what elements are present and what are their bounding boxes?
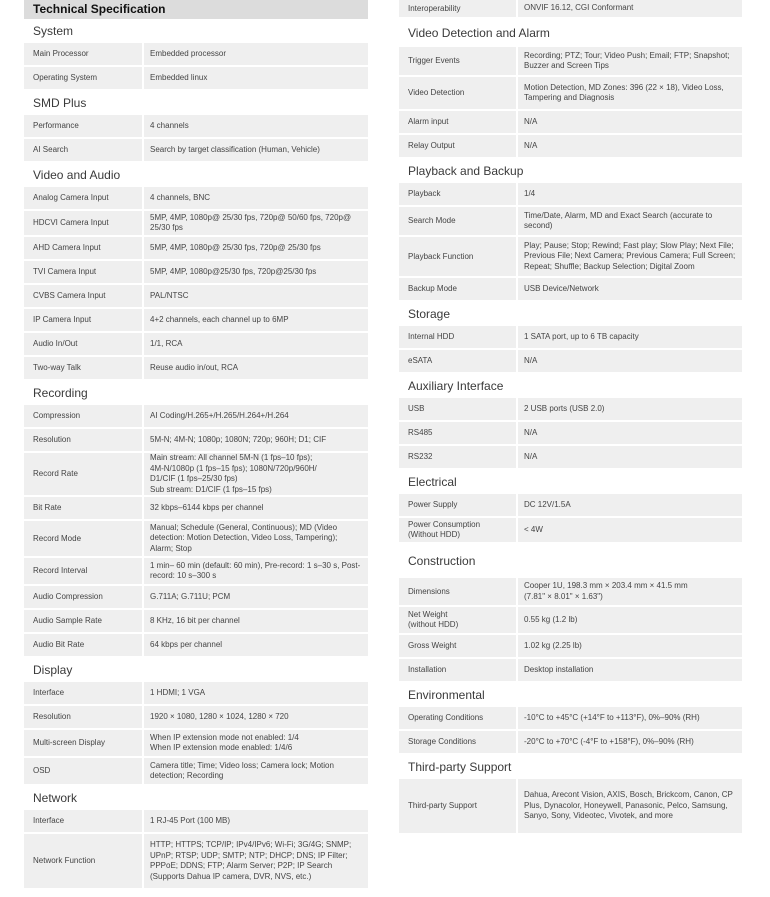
spec-value: AI Coding/H.265+/H.265/H.264+/H.264 — [150, 410, 289, 420]
spec-row-gross-weight — [399, 635, 742, 659]
spec-row-backup-mode — [399, 278, 742, 302]
section-heading-display: Display — [33, 663, 73, 677]
spec-label: Interface — [24, 810, 144, 832]
spec-value: Search by target classification (Human, Vehicle) — [150, 144, 320, 154]
spec-label: IP Camera Input — [24, 309, 144, 331]
spec-label: Audio In/Out — [24, 333, 144, 355]
spec-row-rs232 — [399, 446, 742, 470]
spec-label: Bit Rate — [24, 497, 144, 519]
spec-row-interoperability — [399, 0, 742, 19]
spec-row-internal-hdd — [399, 326, 742, 350]
spec-row-audio-sample-rate — [24, 610, 368, 634]
spec-label: Dimensions — [399, 578, 518, 605]
spec-value: -20°C to +70°C (-4°F to +158°F), 0%–90% (RH) — [524, 736, 694, 746]
spec-row-playback — [399, 183, 742, 207]
spec-value: 1/4 — [524, 188, 536, 198]
spec-row-two-way-talk — [24, 357, 368, 381]
spec-label: Two-way Talk — [24, 357, 144, 379]
spec-value: N/A — [524, 355, 538, 365]
spec-value: 32 kbps–6144 kbps per channel — [150, 502, 264, 512]
spec-value: 5MP, 4MP, 1080p@ 25/30 fps, 720p@ 50/60 fps, 720p@ 25/30 fps — [150, 212, 352, 232]
spec-label: AHD Camera Input — [24, 237, 144, 259]
spec-row-hdcvi-camera-input — [24, 211, 368, 237]
spec-value: 1 RJ-45 Port (100 MB) — [150, 815, 231, 825]
section-heading-storage: Storage — [408, 307, 451, 321]
spec-value: Play; Pause; Stop; Rewind; Fast play; Slow Play; Next File; Previous File; Next Camera; Previous Camera; Full Screen; Repeat; Shuffle; Backup Selection; Digital Zoom — [524, 240, 736, 271]
spec-label: Main Processor — [24, 43, 144, 65]
spec-row-ahd-camera-input — [24, 237, 368, 261]
spec-value: When IP extension mode not enabled: 1/4 When IP extension mode enabled: 1/4/6 — [150, 732, 299, 752]
spec-row-ai-search — [24, 139, 368, 163]
spec-label: Relay Output — [399, 135, 518, 157]
section-heading-third-party-support: Third-party Support — [408, 760, 512, 774]
spec-label: CVBS Camera Input — [24, 285, 144, 307]
spec-row-relay-output — [399, 135, 742, 159]
spec-value: N/A — [524, 140, 538, 150]
spec-label: Performance — [24, 115, 144, 137]
spec-label: Video Detection — [399, 77, 518, 109]
section-heading-playback-and-backup: Playback and Backup — [408, 164, 524, 178]
spec-value: 64 kbps per channel — [150, 639, 223, 649]
spec-label: USB — [399, 398, 518, 420]
spec-label: Operating System — [24, 67, 144, 89]
spec-value: 2 USB ports (USB 2.0) — [524, 403, 605, 413]
spec-value: 1920 × 1080, 1280 × 1024, 1280 × 720 — [150, 711, 289, 721]
spec-label: Search Mode — [399, 207, 518, 235]
spec-value: 1 HDMI; 1 VGA — [150, 687, 206, 697]
spec-row-interface — [24, 810, 368, 834]
spec-label: Audio Compression — [24, 586, 144, 608]
spec-row-storage-conditions — [399, 731, 742, 755]
spec-value: Time/Date, Alarm, MD and Exact Search (accurate to second) — [524, 210, 713, 230]
spec-label: Internal HDD — [399, 326, 518, 348]
spec-label: Interoperability — [399, 0, 518, 17]
section-heading-video-detection-and-alarm: Video Detection and Alarm — [408, 26, 550, 40]
spec-value: 4+2 channels, each channel up to 6MP — [150, 314, 289, 324]
section-heading-video-and-audio: Video and Audio — [33, 168, 121, 182]
spec-row-search-mode — [399, 207, 742, 237]
spec-label: Operating Conditions — [399, 707, 518, 729]
spec-row-record-interval — [24, 558, 368, 586]
spec-label: Third-party Support — [399, 779, 518, 833]
spec-value: 0.55 kg (1.2 lb) — [524, 614, 578, 624]
spec-label: RS485 — [399, 422, 518, 444]
spec-value: Desktop installation — [524, 664, 594, 674]
spec-value: < 4W — [524, 524, 543, 534]
spec-value: Main stream: All channel 5M-N (1 fps–10 fps); 4M-N/1080p (1 fps–15 fps); 1080N/720p/960H/ D1/CIF (1 fps–25/30 fps) Sub stream: D1/CIF (1 fps–15 fps) — [150, 453, 317, 494]
spec-row-trigger-events — [399, 47, 742, 77]
spec-value: PAL/NTSC — [150, 290, 189, 300]
spec-row-operating-conditions — [399, 707, 742, 731]
spec-label: Net Weight (without HDD) — [399, 607, 518, 633]
spec-value: 8 KHz, 16 bit per channel — [150, 615, 240, 625]
section-heading-construction: Construction — [408, 554, 476, 568]
spec-row-ip-camera-input — [24, 309, 368, 333]
spec-value: 1/1, RCA — [150, 338, 183, 348]
spec-row-usb — [399, 398, 742, 422]
spec-value: HTTP; HTTPS; TCP/IP; IPv4/IPv6; Wi-Fi; 3G/4G; SNMP; UPnP; RTSP; UDP; SMTP; NTP; DHCP; DNS; IP Filter; PPPoE; DDNS; FTP; Alarm Server; P2P; IP Search (Supports Dahua IP camera, DVR, NVS, etc.) — [150, 840, 352, 881]
spec-value: 1 SATA port, up to 6 TB capacity — [524, 331, 639, 341]
spec-value: 5MP, 4MP, 1080p@25/30 fps, 720p@25/30 fps — [150, 266, 317, 276]
spec-title: Technical Specification — [24, 0, 368, 19]
spec-label: Backup Mode — [399, 278, 518, 300]
spec-row-audio-in-out — [24, 333, 368, 357]
spec-label: Resolution — [24, 706, 144, 728]
spec-row-alarm-input — [399, 111, 742, 135]
spec-label: Record Rate — [24, 453, 144, 495]
section-heading-network: Network — [33, 791, 78, 805]
spec-row-cvbs-camera-input — [24, 285, 368, 309]
spec-value: Camera title; Time; Video loss; Camera lock; Motion detection; Recording — [150, 760, 334, 780]
section-heading-smd-plus: SMD Plus — [33, 96, 87, 110]
spec-label: Power Consumption (Without HDD) — [399, 518, 518, 542]
spec-value: Embedded processor — [150, 48, 227, 58]
spec-label: Audio Sample Rate — [24, 610, 144, 632]
section-heading-environmental: Environmental — [408, 688, 485, 702]
spec-value: ONVIF 16.12, CGI Conformant — [524, 3, 634, 13]
section-heading-recording: Recording — [33, 386, 88, 400]
spec-value: USB Device/Network — [524, 283, 599, 293]
spec-row-interface — [24, 682, 368, 706]
left-spec-column — [24, 0, 368, 890]
spec-row-audio-bit-rate — [24, 634, 368, 658]
spec-row-record-mode — [24, 521, 368, 558]
spec-label: HDCVI Camera Input — [24, 211, 144, 235]
spec-value: 1.02 kg (2.25 lb) — [524, 640, 582, 650]
spec-value: 5M-N; 4M-N; 1080p; 1080N; 720p; 960H; D1; CIF — [150, 434, 327, 444]
spec-label: Audio Bit Rate — [24, 634, 144, 656]
spec-row-playback-function — [399, 237, 742, 278]
spec-value: Reuse audio in/out, RCA — [150, 362, 239, 372]
spec-value: 4 channels, BNC — [150, 192, 211, 202]
spec-value: Dahua, Arecont Vision, AXIS, Bosch, Brickcom, Canon, CP Plus, Dynacolor, Honeywell, Panasonic, Pelco, Samsung, Sanyo, Sony, Videotec, Vivotek, and more — [524, 790, 733, 821]
spec-row-main-processor — [24, 43, 368, 67]
spec-row-resolution — [24, 429, 368, 453]
section-heading-auxiliary-interface: Auxiliary Interface — [408, 379, 504, 393]
spec-value: N/A — [524, 116, 538, 126]
spec-row-esata — [399, 350, 742, 374]
spec-value: 4 channels — [150, 120, 189, 130]
spec-value: 5MP, 4MP, 1080p@ 25/30 fps, 720p@ 25/30 fps — [150, 242, 321, 252]
spec-label: Record Interval — [24, 558, 144, 584]
spec-value: -10°C to +45°C (+14°F to +113°F), 0%–90% (RH) — [524, 712, 700, 722]
spec-label: Analog Camera Input — [24, 187, 144, 209]
left-spec-body — [24, 19, 368, 890]
section-heading-system: System — [33, 24, 74, 38]
section-heading-electrical: Electrical — [408, 475, 457, 489]
spec-label: Compression — [24, 405, 144, 427]
spec-row-resolution — [24, 706, 368, 730]
spec-row-power-supply — [399, 494, 742, 518]
spec-row-dimensions — [399, 578, 742, 607]
spec-value: N/A — [524, 427, 538, 437]
spec-row-audio-compression — [24, 586, 368, 610]
spec-value: 1 min– 60 min (default: 60 min), Pre-record: 1 s–30 s, Post-record: 10 s–300 s — [150, 560, 361, 580]
spec-label: Storage Conditions — [399, 731, 518, 753]
spec-row-operating-system — [24, 67, 368, 91]
spec-label: Installation — [399, 659, 518, 681]
spec-row-compression — [24, 405, 368, 429]
spec-row-multi-screen-display — [24, 730, 368, 758]
spec-row-analog-camera-input — [24, 187, 368, 211]
spec-value: G.711A; G.711U; PCM — [150, 591, 231, 601]
spec-row-installation — [399, 659, 742, 683]
spec-value: Manual; Schedule (General, Continuous); MD (Video detection: Motion Detection, Video Loss, Tampering); Alarm; Stop — [150, 522, 338, 553]
spec-row-rs485 — [399, 422, 742, 446]
spec-row-video-detection — [399, 77, 742, 111]
spec-label: Power Supply — [399, 494, 518, 516]
spec-row-third-party-support — [399, 779, 742, 835]
spec-label: Record Mode — [24, 521, 144, 556]
spec-row-osd — [24, 758, 368, 786]
spec-label: Multi-screen Display — [24, 730, 144, 756]
spec-label: RS232 — [399, 446, 518, 468]
spec-label: Interface — [24, 682, 144, 704]
spec-label: Playback — [399, 183, 518, 205]
spec-row-record-rate — [24, 453, 368, 497]
spec-row-power-consumption-without-hdd — [399, 518, 742, 544]
spec-value: Cooper 1U, 198.3 mm × 203.4 mm × 41.5 mm (7.81" × 8.01" × 1.63") — [524, 581, 688, 601]
spec-label: AI Search — [24, 139, 144, 161]
spec-row-tvi-camera-input — [24, 261, 368, 285]
spec-value: DC 12V/1.5A — [524, 499, 571, 509]
spec-label: Alarm input — [399, 111, 518, 133]
spec-label: OSD — [24, 758, 144, 784]
spec-label: Playback Function — [399, 237, 518, 276]
spec-row-bit-rate — [24, 497, 368, 521]
spec-value: Motion Detection, MD Zones: 396 (22 × 18), Video Loss, Tampering and Diagnosis — [524, 82, 724, 102]
spec-value: N/A — [524, 451, 538, 461]
spec-row-network-function — [24, 834, 368, 890]
spec-value: Recording; PTZ; Tour; Video Push; Email; FTP; Snapshot; Buzzer and Screen Tips — [524, 50, 730, 70]
right-spec-column — [399, 0, 742, 835]
spec-label: eSATA — [399, 350, 518, 372]
spec-label: Network Function — [24, 834, 144, 888]
spec-row-net-weight-without-hdd — [399, 607, 742, 635]
spec-value: Embedded linux — [150, 72, 208, 82]
spec-label: TVI Camera Input — [24, 261, 144, 283]
spec-row-performance — [24, 115, 368, 139]
spec-label: Gross Weight — [399, 635, 518, 657]
spec-label: Trigger Events — [399, 47, 518, 75]
spec-label: Resolution — [24, 429, 144, 451]
right-spec-body — [399, 0, 742, 835]
